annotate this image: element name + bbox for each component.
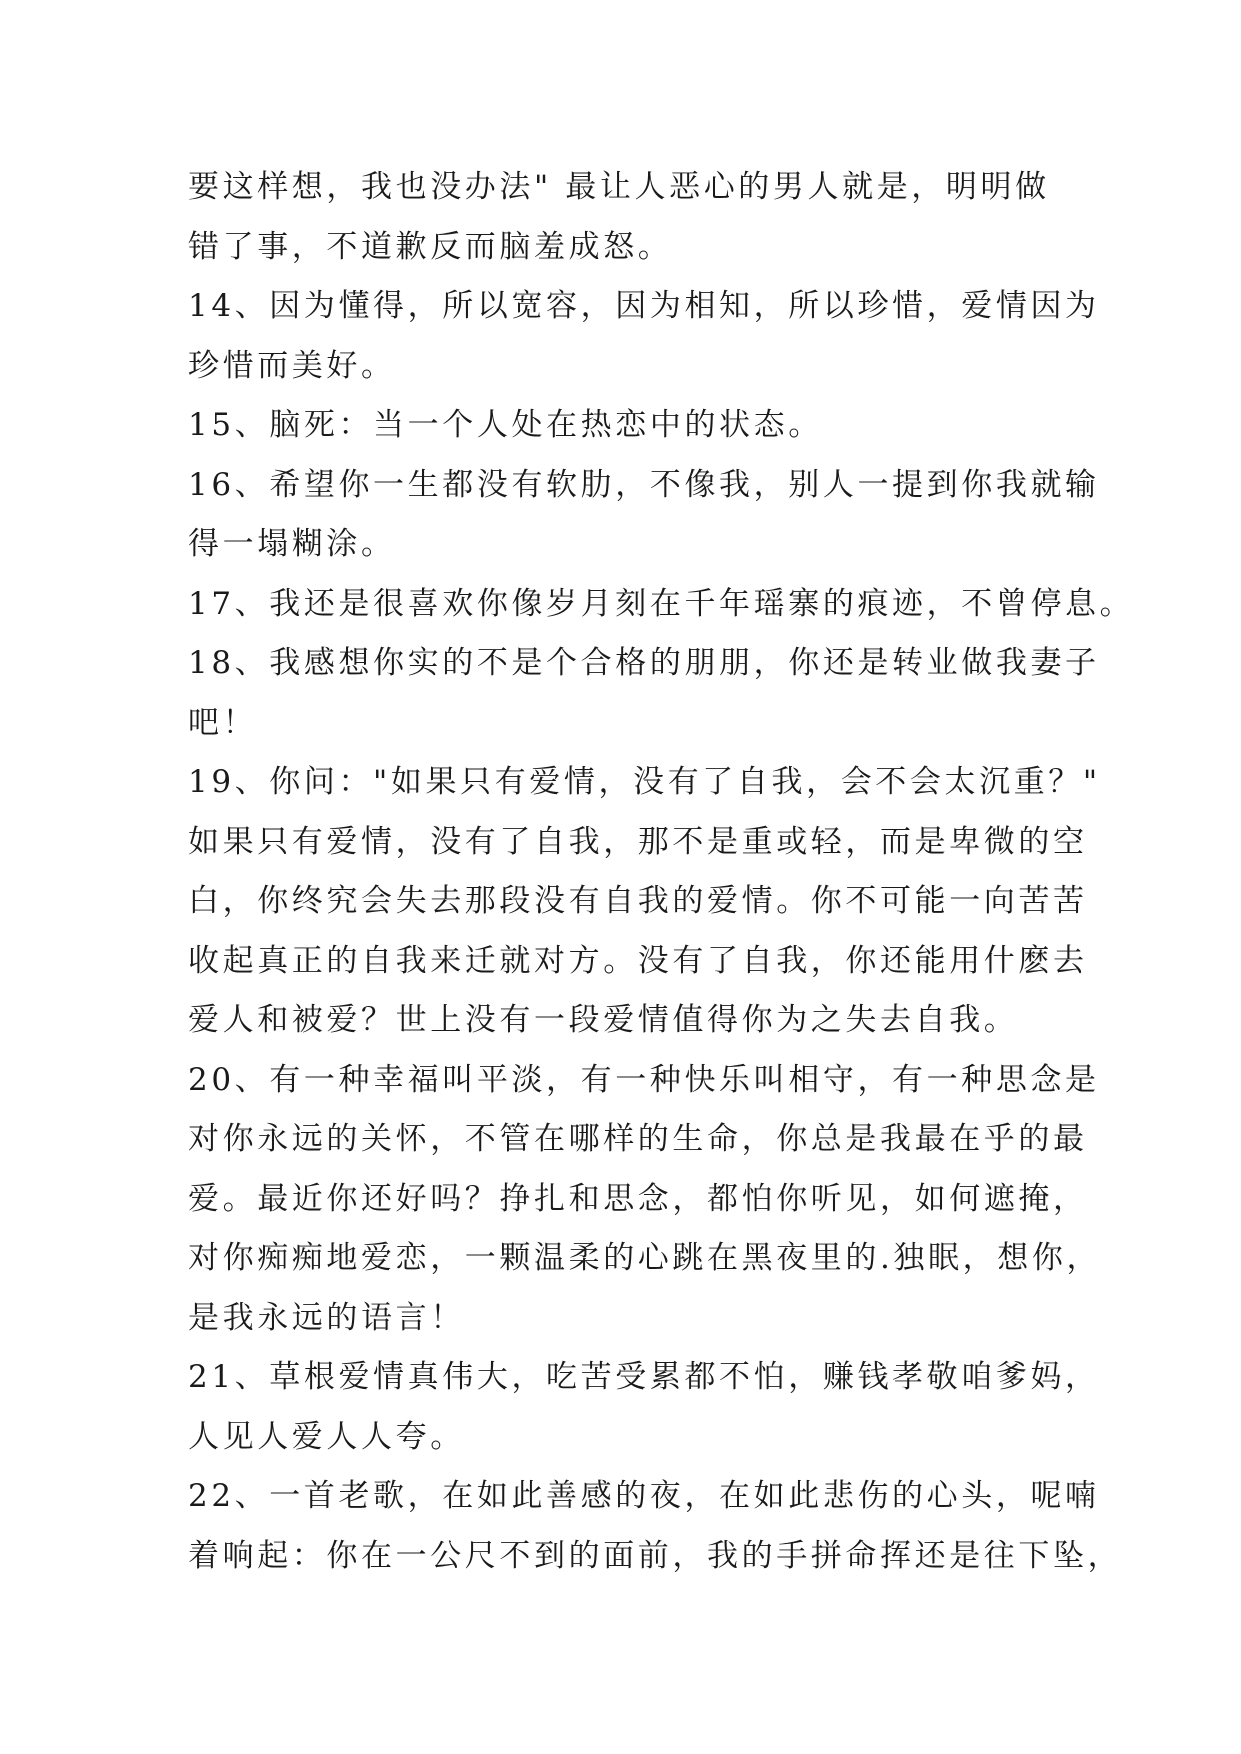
text-line: 着响起：你在一公尺不到的面前，我的手拼命挥还是往下坠， [188, 1537, 1123, 1574]
text-line: 得一塌糊涂。 [188, 526, 396, 562]
text-line: 人见人爱人人夸。 [188, 1418, 465, 1455]
text-line: 15、脑死：当一个人处在热恋中的状态。 [188, 407, 823, 443]
text-line: 爱人和被爱？世上没有一段爱情值得你为之失去自我。 [188, 1002, 1019, 1038]
text-line: 如果只有爱情，没有了自我，那不是重或轻，而是卑微的空 [188, 823, 1088, 860]
text-line: 14、因为懂得，所以宽容，因为相知，所以珍惜，爱情因为 [188, 288, 1100, 324]
text-line: 错了事，不道歉反而脑羞成怒。 [188, 228, 673, 265]
text-line: 16、希望你一生都没有软肋，不像我，别人一提到你我就输 [188, 466, 1100, 503]
document-body [188, 158, 1135, 1586]
text-line: 17、我还是很喜欢你像岁月刻在千年瑶寨的痕迹，不曾停息。 [188, 585, 1135, 622]
text-line: 要这样想，我也没办法" 最让人恶心的男人就是，明明做 [188, 169, 1050, 205]
text-line: 19、你问："如果只有爱情，没有了自我，会不会太沉重？" [188, 764, 1101, 800]
text-line: 对你永远的关怀，不管在哪样的生命，你总是我最在乎的最 [188, 1121, 1088, 1157]
text-line: 对你痴痴地爱恋，一颗温柔的心跳在黑夜里的.独眠，想你， [188, 1240, 1102, 1276]
text-line: 白，你终究会失去那段没有自我的爱情。你不可能一向苦苦 [188, 883, 1088, 919]
text-line: 21、草根爱情真伟大，吃苦受累都不怕，赚钱孝敬咱爹妈， [188, 1359, 1100, 1395]
text-line: 珍惜而美好。 [188, 347, 396, 384]
text-line: 18、我感想你实的不是个合格的朋朋，你还是转业做我妻子 [188, 645, 1100, 681]
text-line: 22、一首老歌，在如此善感的夜，在如此悲伤的心头，呢喃 [188, 1478, 1100, 1514]
text-line: 爱。最近你还好吗？挣扎和思念，都怕你听见，如何遮掩， [188, 1180, 1088, 1217]
text-line: 收起真正的自我来迁就对方。没有了自我，你还能用什麽去 [188, 942, 1088, 979]
text-line: 20、有一种幸福叫平淡，有一种快乐叫相守，有一种思念是 [188, 1061, 1100, 1098]
text-line: 是我永远的语言！ [188, 1299, 465, 1336]
text-line: 吧！ [188, 704, 258, 741]
